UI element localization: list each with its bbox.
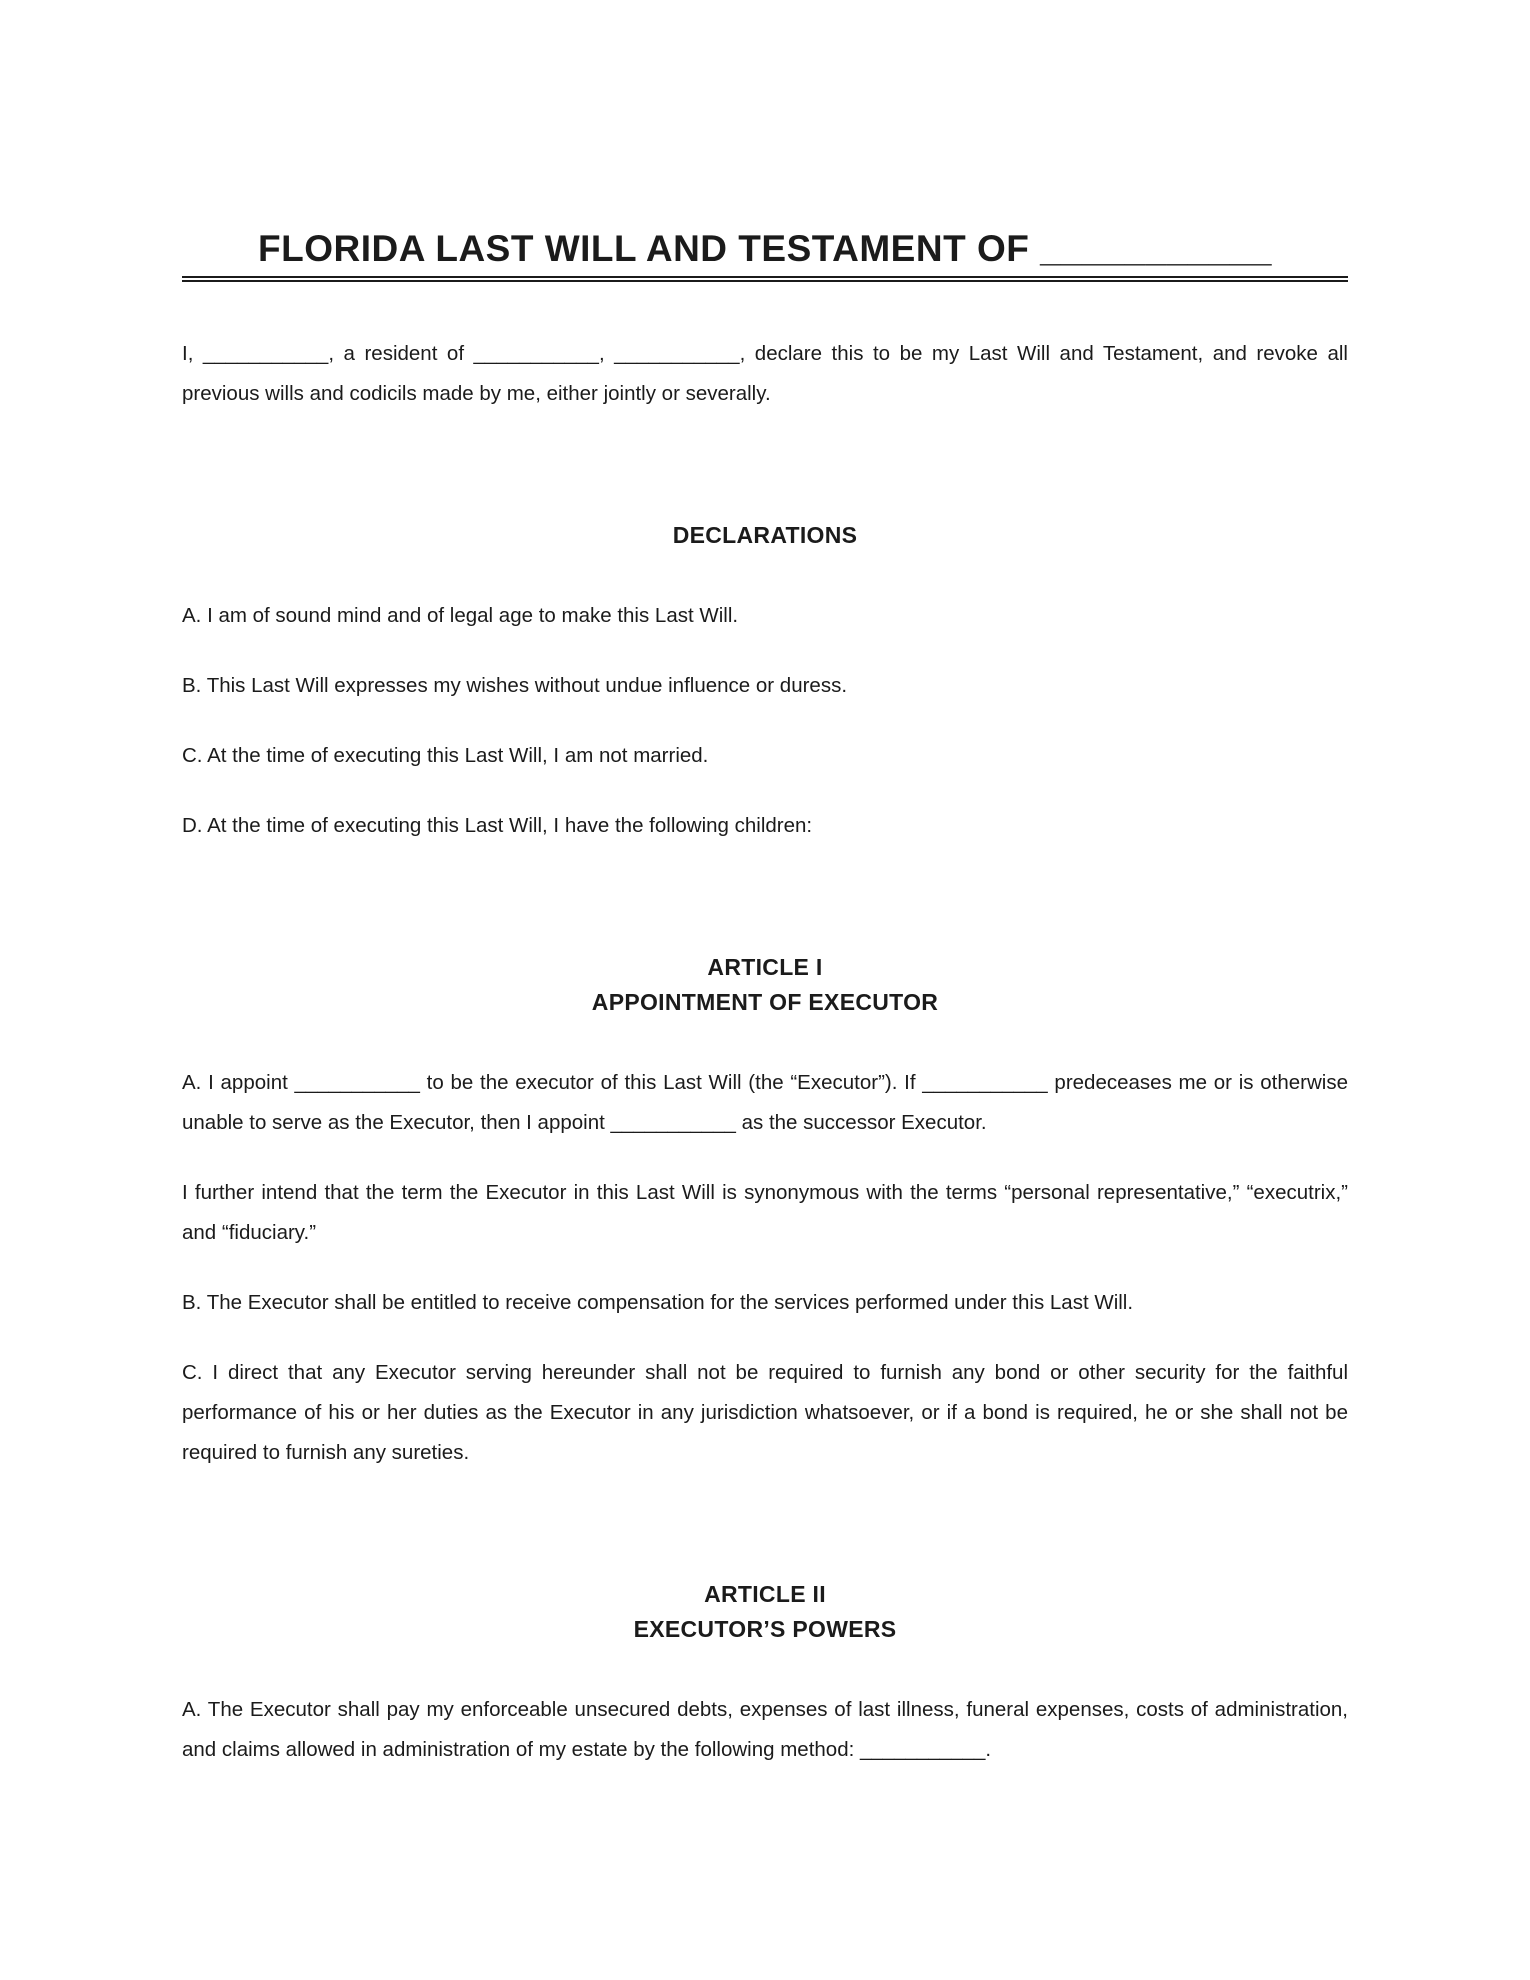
section-heading-text: DECLARATIONS <box>672 521 858 548</box>
article-1-number: ARTICLE I <box>707 954 823 981</box>
declarations-item-c: C. At the time of executing this Last Will, I am not married. <box>182 744 709 768</box>
article-2-title: EXECUTOR’S POWERS <box>633 1615 897 1642</box>
article-2-number: ARTICLE II <box>704 1581 826 1608</box>
section-heading-article-2 <box>182 1577 1348 1646</box>
article-1-paragraph-intend: I further intend that the term the Executor in this Last Will is synonymous with the terms “personal representative,” “executrix,” and “fiduciary.” <box>182 1181 1348 1245</box>
article-2-paragraph-a: A. The Executor shall pay my enforceable unsecured debts, expenses of last illness, funeral expenses, costs of administration, and claims allowed in administration of my estate by the following method: ___________. <box>182 1698 1348 1762</box>
article-1-paragraph-a: A. I appoint ___________ to be the executor of this Last Will (the “Executor”). If ___________ predeceases me or is otherwise unable to serve as the Executor, then I appoint ___________ as the successor Executor. <box>182 1071 1348 1135</box>
declarations-item-b: B. This Last Will expresses my wishes without undue influence or duress. <box>182 674 848 698</box>
article-1-title: APPOINTMENT OF EXECUTOR <box>591 988 939 1015</box>
declarations-item-a: A. I am of sound mind and of legal age to make this Last Will. <box>182 604 739 628</box>
intro-paragraph: I, ___________, a resident of ___________, ___________, declare this to be my Last Will and Testament, and revoke all previous wills and codicils made by me, either jointly or severally. <box>182 342 1348 405</box>
document-title: FLORIDA LAST WILL AND TESTAMENT OF ___________ <box>258 228 1272 269</box>
section-heading-declarations <box>182 518 1348 553</box>
declarations-item-d: D. At the time of executing this Last Will, I have the following children: <box>182 814 813 838</box>
section-heading-article-1 <box>182 950 1348 1019</box>
document-title-block <box>182 228 1348 282</box>
article-1-paragraph-b: B. The Executor shall be entitled to receive compensation for the services performed under this Last Will. <box>182 1291 1134 1315</box>
article-1-paragraph-c: C. I direct that any Executor serving hereunder shall not be required to furnish any bond or other security for the faithful performance of his or her duties as the Executor in any jurisdiction whatsoever, or if a bond is required, he or she shall not be required to furnish any sureties. <box>182 1361 1348 1465</box>
